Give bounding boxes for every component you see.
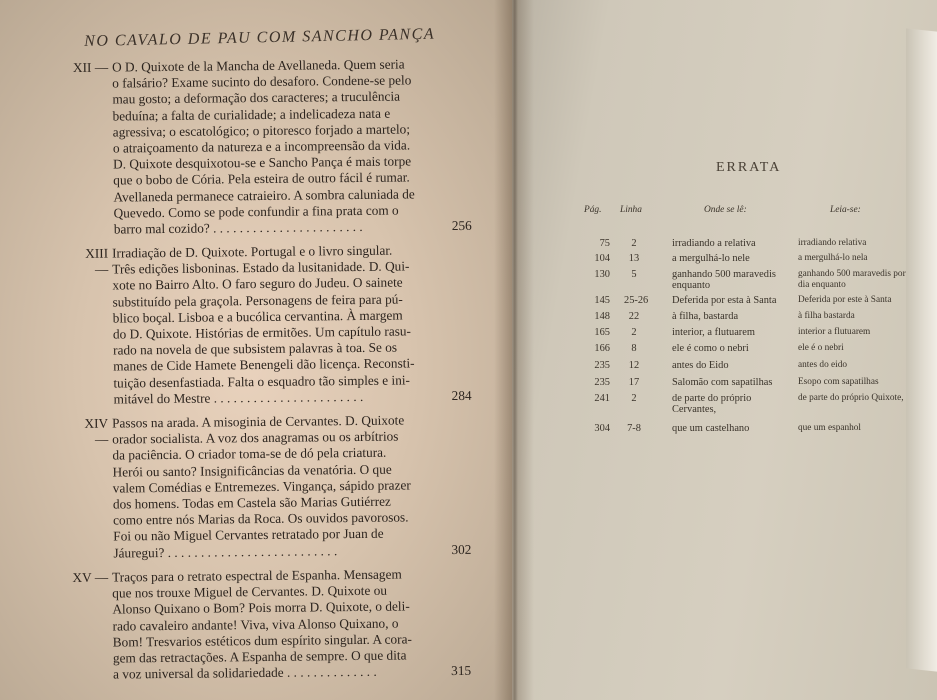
entry-line: Jáuregui? . . . . . . . . . . . . . . . . . . . . . . . . . .	[113, 542, 338, 561]
row-leia: ganhando 500 maravedis por dia enquanto	[798, 269, 906, 290]
entry-line: da paciência. O criador toma-se de dó pela criatura.	[112, 445, 387, 463]
entry-number: XIV —	[84, 415, 109, 447]
row-pag: 75	[599, 238, 610, 249]
row-pag: 166	[594, 343, 610, 354]
entry-line: valem Comédias e Entremezes. Vingança, sápido prazer	[112, 477, 411, 496]
entry-line: rado na novela de que subsistem palavras à toa. Se os	[113, 339, 398, 358]
entry-line: Foi ou não Miguel Cervantes retratado por Juan de	[113, 526, 384, 544]
page-reference: 302	[451, 541, 472, 558]
entry-line: O D. Quixote de la Mancha de Avellaneda. Quem seria	[111, 56, 405, 75]
entry-number: XII —	[72, 59, 109, 75]
row-linha: 2	[631, 238, 637, 249]
row-onde: a mergulhá-lo nele	[672, 253, 750, 264]
row-leia: a mergulhá-lo nela	[798, 253, 868, 263]
row-leia: irradiando relativa	[798, 238, 867, 248]
entry-text	[112, 412, 442, 561]
toc-entry-xiii	[70, 242, 472, 408]
page-edge	[906, 28, 937, 671]
row-leia: à filha bastarda	[798, 311, 855, 321]
entry-line: rado cavaleiro andante! Viva, viva Alonso Quixano, o	[112, 615, 399, 634]
entry-line: o falsário? Exame sucinto do desaforo. Condene-se pelo	[112, 72, 412, 91]
entry-line: agressiva; o escatológico; o pitoresco forjado a martelo;	[112, 121, 411, 140]
row-onde: Deferida por esta à Santa	[672, 295, 777, 306]
row-onde: interior, a flutuarem	[672, 327, 755, 338]
entry-line: manes de Cide Hamete Benengeli dão licença. Reconsti-	[113, 355, 415, 374]
page-reference: 256	[451, 217, 472, 234]
entry-line: xote no Bairro Alto. O faro seguro do Judeu. O sainete	[112, 274, 403, 293]
toc-entry-xv	[70, 566, 471, 684]
toc-entry-xii	[70, 56, 472, 238]
entry-number: XIII —	[85, 245, 109, 277]
row-leia: ele é o nebri	[798, 343, 844, 353]
entry-line: tuição desenfastiada. Falta o esquadro tão simples e ini-	[113, 372, 411, 391]
row-linha: 5	[631, 269, 637, 280]
table-of-contents	[70, 56, 472, 692]
row-pag: 148	[594, 311, 610, 322]
row-pag: 104	[594, 253, 610, 264]
row-linha: 13	[628, 253, 640, 264]
toc-entry-xiv	[70, 412, 472, 562]
entry-line: dos homens. Todas em Castela são Marias Gutiérrez	[112, 493, 391, 512]
header-onde: Onde se lê:	[704, 205, 747, 215]
page-reference: 284	[451, 387, 472, 404]
entry-line: Três edições lisboninas. Estado da lusitanidade. D. Qui-	[112, 258, 410, 277]
errata-title: ERRATA	[716, 160, 782, 175]
entry-line: que nos trouxe Miguel de Cervantes. D. Quixote ou	[112, 582, 388, 601]
entry-line: Passos na arada. A misoginia de Cervantes. D. Quixote	[111, 412, 405, 431]
row-linha: 17	[628, 377, 640, 388]
row-pag: 304	[594, 423, 610, 434]
row-linha: 2	[631, 393, 637, 404]
row-leia: interior a flutuarem	[798, 327, 871, 337]
book-gutter	[494, 0, 534, 700]
entry-line: orador socialista. A voz dos anagramas ou os arbítrios	[112, 428, 399, 447]
row-onde: ganhando 500 maravedis enquanto	[672, 269, 776, 291]
entry-line: que o bobo de Cória. Pela esteira de outro fácil é rumar.	[113, 169, 410, 188]
row-leia: Esopo com sapatilhas	[798, 377, 879, 387]
row-linha: 12	[628, 360, 640, 371]
entry-line: Quevedo. Como se pode confundir a fina prata com o	[113, 202, 399, 221]
row-linha: 2	[631, 327, 637, 338]
running-head: NO CAVALO DE PAU COM SANCHO PANÇA	[84, 25, 436, 50]
header-linha: Linha	[620, 205, 642, 215]
row-leia: que um espanhol	[798, 423, 861, 433]
row-onde: irradiando a relativa	[672, 238, 756, 249]
header-leia: Leia-se:	[830, 205, 861, 215]
row-linha: 22	[628, 311, 640, 322]
entry-line: Irradiação de D. Quixote. Portugal e o livro singular.	[111, 242, 393, 261]
entry-line: mitável do Mestre . . . . . . . . . . . . . . . . . . . . . . .	[113, 388, 364, 407]
entry-text	[112, 566, 441, 683]
row-linha: 25-26	[624, 295, 649, 306]
row-leia: de parte do próprio Quixote,	[798, 393, 904, 403]
entry-line: substituído pela graçola. Personagens de feira para pú-	[112, 291, 403, 310]
entry-line: Bom! Tresvarios estéticos dum espírito singular. A cora-	[112, 631, 412, 650]
row-leia: Deferida por este à Santa	[798, 295, 892, 305]
entry-line: o atraiçoamento da natureza e a incompreensão da vida.	[112, 137, 411, 156]
entry-line: mau gosto; a deformação dos caracteres; a truculência	[112, 88, 401, 107]
entry-line: Avellaneda permanece catraieiro. A sombra caluniada de	[113, 186, 415, 205]
row-leia: antes do eido	[798, 360, 848, 370]
entry-line: do D. Quixote. Histórias de ermitões. Um capítulo rasu-	[112, 323, 412, 342]
row-onde: à filha, bastarda	[672, 311, 739, 322]
row-linha: 7-8	[627, 423, 641, 434]
entry-line: como entre nós Marias da Roca. Os ouvidos pavorosos.	[113, 509, 409, 528]
row-pag: 145	[594, 295, 610, 306]
header-pag: Pág.	[584, 205, 602, 215]
row-onde: que um castelhano	[672, 423, 750, 434]
entry-line: Alonso Quixano o Bom? Pois morra D. Quixote, o deli-	[112, 598, 410, 617]
entry-line: Herói ou santo? Insignificâncias da venatória. O que	[112, 461, 392, 480]
row-pag: 241	[594, 393, 610, 404]
row-pag: 235	[594, 360, 610, 371]
entry-line: Traços para o retrato espectral de Espanha. Mensagem	[111, 566, 402, 585]
entry-line: blico boçal. Lisboa e a bucólica cervantina. À margem	[112, 307, 403, 326]
entry-line: beduína; a falta de curialidade; a indelicadeza nata e	[112, 105, 391, 124]
page-reference: 315	[451, 662, 472, 679]
entry-line: D. Quixote desquixotou-se e Sancho Pança é mais torpe	[113, 153, 412, 172]
entry-text	[112, 56, 442, 238]
row-onde: ele é como o nebri	[672, 343, 749, 354]
row-linha: 8	[631, 343, 637, 354]
entry-line: barro mal cozido? . . . . . . . . . . . . . . . . . . . . . . .	[113, 218, 363, 237]
row-pag: 130	[594, 269, 610, 280]
entry-line: a voz universal da solidariedade . . . . . . . . . . . . . .	[113, 664, 377, 682]
row-onde: antes do Eido	[672, 360, 729, 371]
row-pag: 235	[594, 377, 610, 388]
entry-line: gem das retractações. A Espanha de sempre. O que dita	[112, 647, 407, 666]
row-pag: 165	[594, 327, 610, 338]
row-onde: Salomão com sapatilhas	[672, 377, 773, 388]
entry-number: XV —	[72, 569, 109, 585]
entry-text	[112, 242, 442, 407]
row-onde: de parte do próprio Cervantes,	[672, 393, 752, 415]
